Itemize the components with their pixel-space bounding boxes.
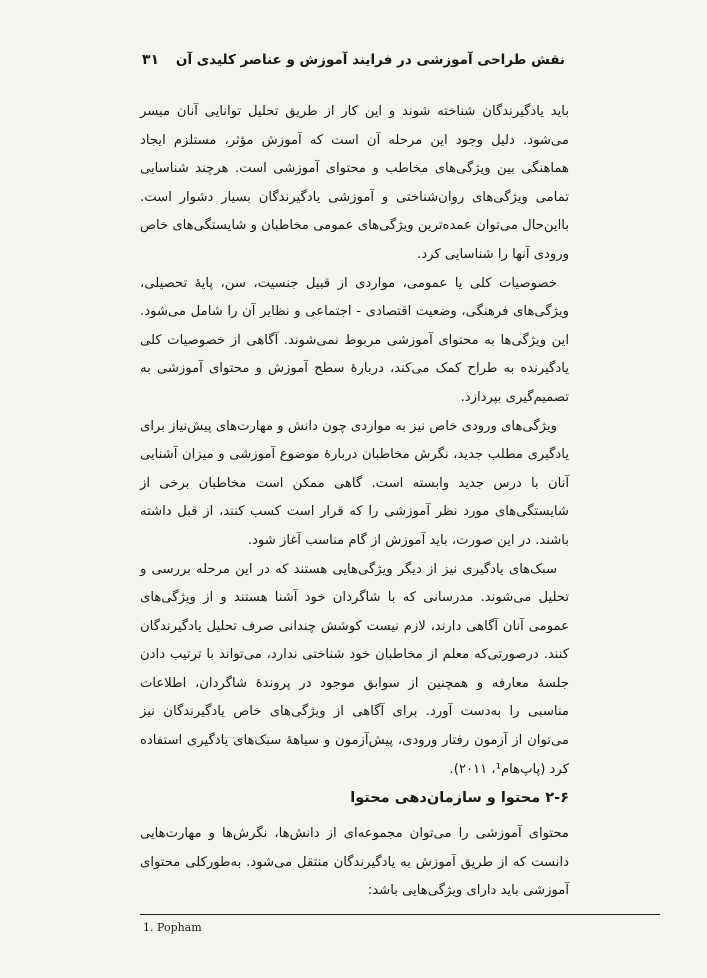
body-text — [140, 98, 569, 784]
paragraph: سبک‌های یادگیری نیز از دیگر ویژگی‌هایی هستند که در این مرحله بررسی و تحلیل می‌شوند. مدرسانی که با شاگردان خود آشنا هستند و از ویژگی‌های عمومی آنان آگاهی دارند، لازم نیست کوشش چندانی صرف تحلیل یادگیرندگان کنند. درصورتی‌که معلم از مخاطبان خود شناختی ندارد، می‌تواند با ترتیب دادن جلسهٔ معارفه و همچنین از سوابق موجود در پروندهٔ شاگردان، اطلاعات مناسبی را به‌دست آورد. برای آگاهی از ویژگی‌های خاص یادگیرندگان نیز می‌توان از آزمون رفتار ورودی، پیش‌آزمون و سیاههٔ سبک‌های یادگیری استفاده کرد (پاپ‌هام¹، ۲۰۱۱). — [140, 561, 569, 777]
footnote: 1. Popham — [143, 921, 202, 934]
paragraph: ویژگی‌های ورودی خاص نیز به مواردی چون دانش و مهارت‌های پیش‌نیاز برای یادگیری مطلب جدید، نگرش مخاطبان دربارهٔ موضوع آموزشی و میزان آشنایی آنان با درس جدید وابسته است. گاهی ممکن است مخاطبان برخی از شایستگی‌های مورد نظر آموزشی را که قرار است کسب کنند، از قبل داشته باشند. در این صورت، باید آموزش از گام مناسب آغاز شود. — [140, 418, 569, 548]
chapter-title: نقش طراحی آموزشی در فرایند آموزش و عناصر کلیدی آن — [175, 52, 565, 68]
paragraph: خصوصیات کلی یا عمومی، مواردی از قبیل جنسیت، سن، پایهٔ تحصیلی، ویژگی‌های فرهنگی، وضعیت اقتصادی - اجتماعی و نظایر آن را شامل می‌شود. این ویژگی‌ها به محتوای آموزشی مربوط نمی‌شوند. آگاهی از خصوصیات کلی یادگیرنده به طراح کمک می‌کند، دربارهٔ سطح آموزش و محتوای آموزشی به تصمیم‌گیری بپردازد. — [140, 275, 569, 405]
section-heading: ۲-۶ محتوا و سازمان‌دهی محتوا — [350, 790, 569, 806]
paragraph: باید یادگیرندگان شناخته شوند و این کار از طریق تحلیل توانایی آنان میسر می‌شود. دلیل وجود این مرحله آن است که آموزش مؤثر، مستلزم ایجاد هماهنگی بین ویژگی‌های مخاطب و محتوای آموزشی است. هرچند شناسایی تمامی ویژگی‌های روان‌شناختی و آموزشی یادگیرندگان بسیار دشوار است. بااین‌حال می‌توان عمده‌ترین ویژگی‌های عمومی مخاطبان و شایستگی‌های خاص ورودی آنها را شناسایی کرد. — [140, 104, 569, 262]
section-paragraph: محتوای آموزشی را می‌توان مجموعه‌ای از دانش‌ها، نگرش‌ها و مهارت‌هایی دانست که از طریق آموزش به یادگیرندگان منتقل می‌شود. به‌طورکلی محتوای آموزشی باید دارای ویژگی‌هایی باشد: — [140, 826, 569, 899]
page-number: ۳۱ — [142, 52, 160, 68]
running-header — [142, 52, 565, 68]
footnote-divider — [140, 914, 660, 915]
scan-artifact — [210, 737, 270, 740]
